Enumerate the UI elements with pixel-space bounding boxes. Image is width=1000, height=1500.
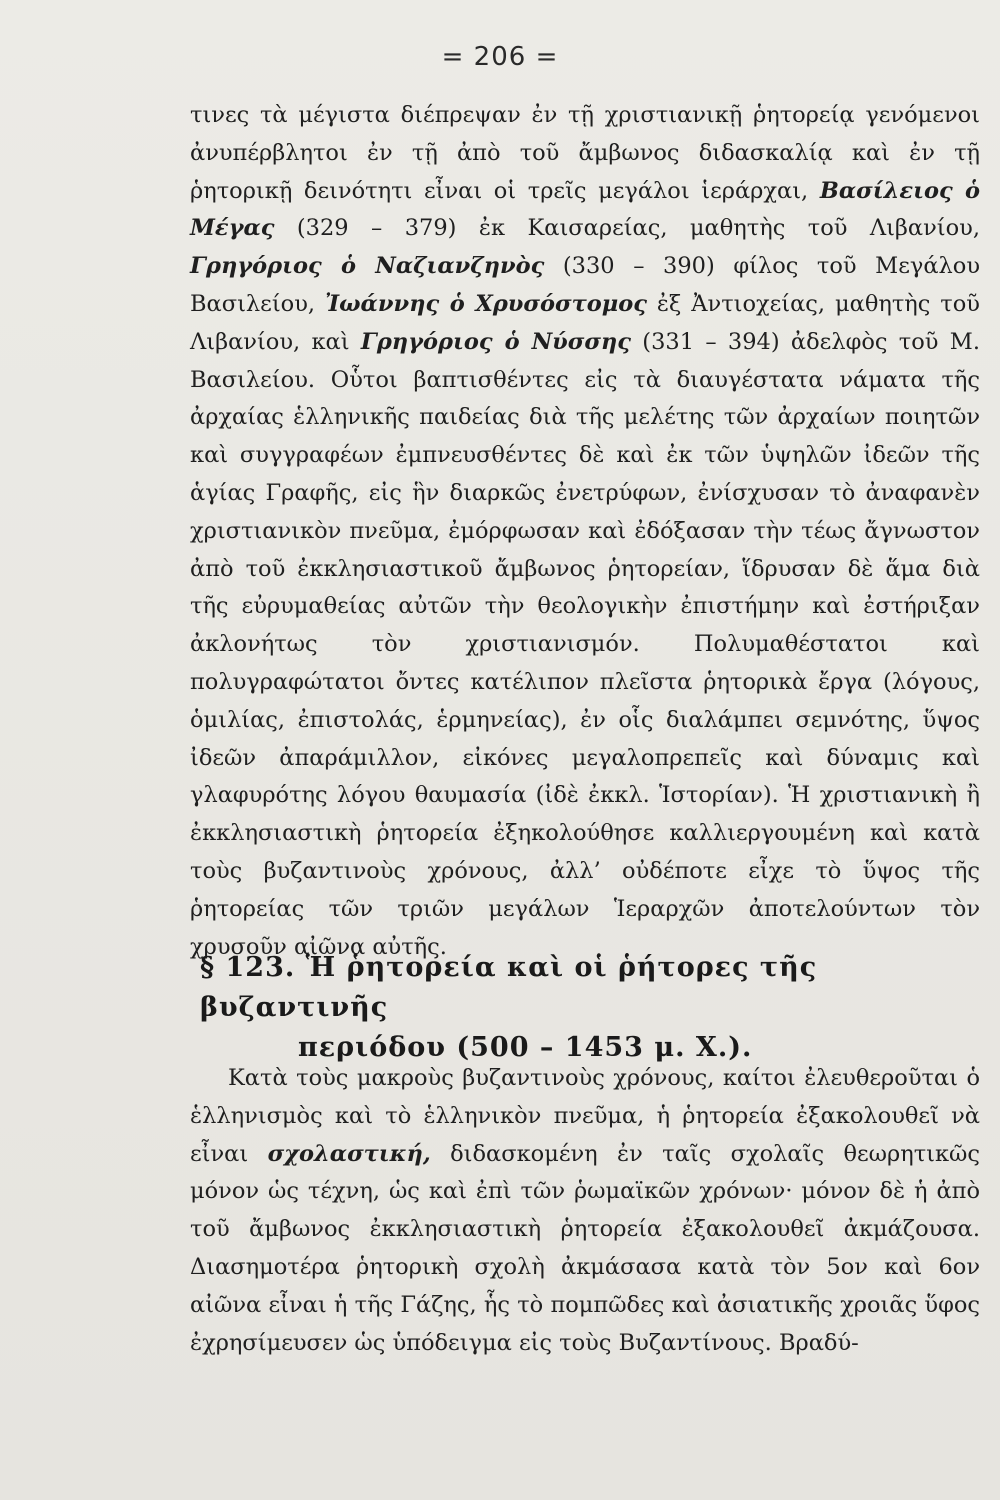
paragraph-2-text-1: Κατὰ τοὺς μακροὺς βυζαντινοὺς χρόνους, καίτοι ἐλευθεροῦται ὁ ἑλληνισμὸς καὶ τὸ ἑλληνικὸν πνεῦμα, ἡ ῥητορεία ἐξακολουθεῖ νὰ εἶναι <box>190 1065 980 1167</box>
name-gregory-of-nazianzus: Γρηγόριος ὁ Ναζιανζηνὸς <box>190 253 545 280</box>
section-heading-line-2: περιόδου (500 – 1453 μ. Χ.). <box>298 1032 753 1063</box>
paragraph-1-text-4: ἐξ Ἀντιοχείας, μαθητὴς τοῦ Λιβανίου, καὶ <box>190 290 980 355</box>
name-john-chrysostom: Ἰωάννης ὁ Χρυσόστομος <box>324 290 647 317</box>
page-number: = 206 = <box>441 42 559 72</box>
section-heading-line-1: § 123. Ἡ ῥητορεία καὶ οἱ ῥήτορες τῆς βυζαντινῆς <box>200 952 818 1023</box>
paragraph-1-text-1: τινες τὰ μέγιστα διέπρεψαν ἐν τῇ χριστιανικῇ ῥητορείᾳ γενόμενοι ἀνυπέρβλητοι ἐν τῇ ἀπὸ τοῦ ἄμβωνος διδασκαλίᾳ καὶ ἐν τῇ ῥητορικῇ δεινότητι εἶναι οἱ τρεῖς μεγάλοι ἱεράρχαι, <box>190 102 980 204</box>
paragraph-1-text-5: (331 – 394) ἀδελφὸς τοῦ Μ. Βασιλείου. Οὗτοι βαπτισθέντες εἰς τὰ διαυγέστατα νάματα τῆς ἀρχαίας ἑλληνικῆς παιδείας διὰ τῆς μελέτης τῶν ἀρχαίων ποιητῶν καὶ συγγραφέων ἐμπνευσθέντες δὲ καὶ ἐκ τῶν ὑψηλῶν ἰδεῶν τῆς ἁγίας Γραφῆς, εἰς ἣν διαρκῶς ἐνετρύφων, ἐνίσχυσαν τὸ ἀναφανὲν χριστιανικὸν πνεῦμα, ἐμόρφωσαν καὶ ἐδόξασαν τὴν τέως ἄγνωστον ἀπὸ τοῦ ἐκκλησιαστικοῦ ἄμβωνος ῥητορείαν, ἵδρυσαν δὲ ἅμα διὰ τῆς εὐρυμαθείας αὐτῶν τὴν θεολογικὴν ἐπιστήμην καὶ ἐστήριξαν ἀκλονήτως τὸν χριστιανισμόν. Πολυμαθέστατοι καὶ πολυγραφώτατοι ὄντες κατέλιπον πλεῖστα ῥητορικὰ ἔργα (λόγους, ὁμιλίας, ἐπιστολάς, ἑρμηνείας), ἐν οἷς διαλάμπει σεμνότης, ὕψος ἰδεῶν ἀπαράμιλλον, εἰκόνες μεγαλοπρεπεῖς καὶ δύναμις καὶ γλαφυρότης λόγου θαυμασία (ἰδὲ ἐκκλ. Ἱστορίαν). Ἡ χριστιανικὴ ἢ ἐκκλησιαστικὴ ῥητορεία ἐξηκολούθησε καλλιεργουμένη καὶ κατὰ τοὺς βυζαντινοὺς χρόνους, ἀλλ’ οὐδέποτε εἶχε τὸ ὕψος τῆς ῥητορείας τῶν τριῶν μεγάλων Ἱεραρχῶν ἀποτελούντων τὸν χρυσοῦν αἰῶνα αὐτῆς. <box>190 328 980 960</box>
name-gregory-of-nyssa: Γρηγόριος ὁ Νύσσης <box>360 328 631 355</box>
name-basil-the-great: Βασίλειος ὁ Μέγας <box>190 177 981 242</box>
paragraph-1 <box>190 97 980 966</box>
paragraph-1-text-3: (330 – 390) φίλος τοῦ Μεγάλου Βασιλείου, <box>190 253 981 317</box>
emphasis-scholastic: σχολαστική, <box>267 1140 431 1167</box>
paragraph-1-text-2: (329 – 379) ἐκ Καισαρείας, μαθητὴς τοῦ Λιβανίου, <box>296 215 980 242</box>
paragraph-2 <box>190 1060 980 1362</box>
section-heading <box>200 948 980 1068</box>
paragraph-2-text-2: διδασκομένη ἐν ταῖς σχολαῖς θεωρητικῶς μόνον ὡς τέχνη, ὡς καὶ ἐπὶ τῶν ῥωμαϊκῶν χρόνων· μόνον δὲ ἡ ἀπὸ τοῦ ἄμβωνος ἐκκλησιαστικὴ ῥητορεία ἐξακολουθεῖ ἀκμάζουσα. Διασημοτέρα ῥητορικὴ σχολὴ ἀκμάσασα κατὰ τὸν 5ον καὶ 6ον αἰῶνα εἶναι ἡ τῆς Γάζης, ἧς τὸ πομπῶδες καὶ ἀσιατικῆς χροιᾶς ὕφος ἐχρησίμευσεν ὡς ὑπόδειγμα εἰς τοὺς Βυζαντίνους. Βραδύ- <box>190 1140 980 1356</box>
